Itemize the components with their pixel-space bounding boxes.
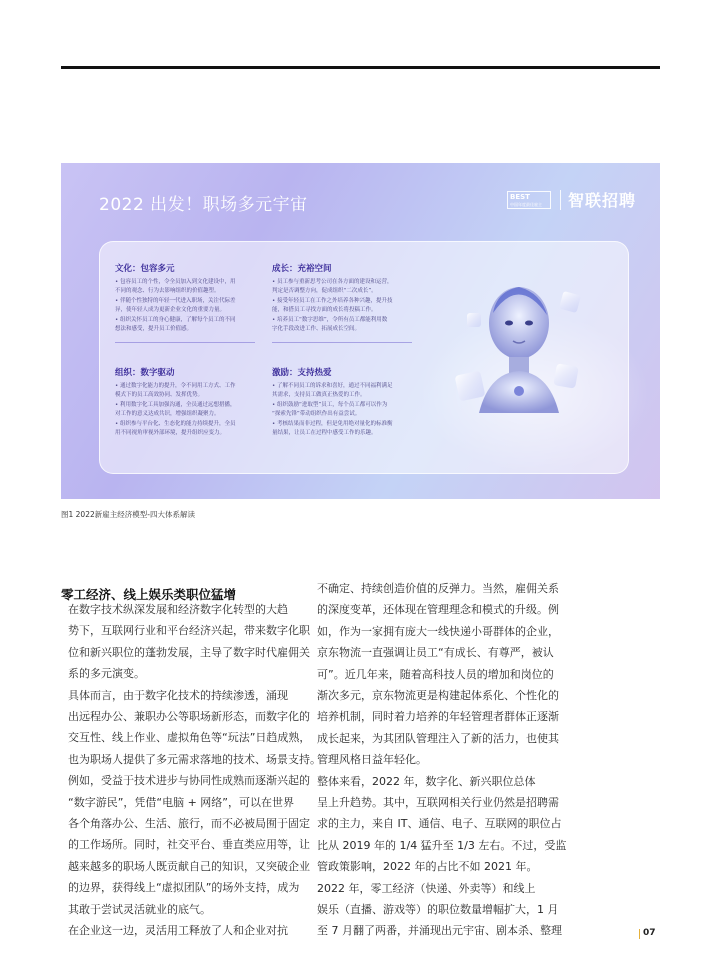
quadrant-culture bbox=[115, 262, 265, 334]
quadrant-line: • 组织鼓励“进取型”员工，每个员工都可以作为 bbox=[272, 401, 388, 408]
quadrant-divider bbox=[272, 342, 412, 343]
top-rule bbox=[61, 66, 660, 69]
body-text-line: 的深度变革，还体现在管理理念和模式的升级。例 bbox=[317, 603, 559, 617]
figure-caption: 图1 2022新雇主经济模型-四大体系解读 bbox=[61, 510, 195, 519]
quadrant-title: 文化：包容多元 bbox=[115, 264, 175, 274]
best-employer-logo bbox=[507, 191, 551, 209]
body-text-line: 也为职场人提供了多元需求落地的技术、场景支持。 bbox=[68, 752, 321, 766]
quadrant-line: • 考核结果而非过程，但是免用绝对量化的标准衡 bbox=[272, 420, 393, 427]
quadrant-line: 异，使年轻人成为更新企业文化的重要力量。 bbox=[115, 307, 226, 314]
body-text-line: 的工作场所。同时，社交平台、垂直类应用等，让 bbox=[68, 838, 310, 852]
quadrant-line: 字化手段改进工作、拓展成长空间。 bbox=[272, 326, 361, 333]
best-logo-subtext: 中国年度最佳雇主 bbox=[510, 202, 542, 207]
quadrant-line: • 伴随个性独特的年轻一代进入职场，关注代际差 bbox=[115, 297, 236, 304]
quadrant-line: • 组织关怀员工的身心健康，了解每个员工的不同 bbox=[115, 316, 236, 323]
quadrant-line: 不同的观念、行为去影响组织的价值趣塑。 bbox=[115, 288, 220, 295]
page-number-bar bbox=[639, 929, 640, 939]
quadrant-line: • 利用数字化工具加强沟通，全员通过远想措播， bbox=[115, 401, 236, 408]
figure-title: 2022 出发！职场多元宇宙 bbox=[99, 195, 308, 215]
body-text-line: 如，作为一家拥有庞大一线快递小哥群体的企业， bbox=[317, 624, 559, 638]
quadrant-line: • 培养员工“数字思维”，令所有员工都能利用数 bbox=[272, 316, 388, 323]
body-text-line: 越来越多的职场人既贡献自己的知识，又突破企业 bbox=[68, 859, 310, 873]
quadrant-line: 判定是否调整方向，促成组织“二次成长”。 bbox=[272, 288, 377, 295]
quadrant-line: 量结果，让员工在过程中感受工作的乐趣。 bbox=[272, 430, 377, 437]
body-text-line: 系的多元演变。 bbox=[68, 667, 145, 681]
body-text-line: 呈上升趋势。其中，互联网相关行业仍然是招聘需 bbox=[317, 796, 559, 809]
body-text-line: 各个角落办公、生活、旅行，而不必被局囿于固定 bbox=[68, 817, 310, 830]
quadrant-line: • 通过数字化能力的提升，令不同用工方式、工作 bbox=[115, 383, 236, 389]
body-text-line: 在企业这一边，灵活用工释放了人和企业对抗 bbox=[68, 924, 288, 937]
quadrant-title: 成长：充裕空间 bbox=[272, 264, 332, 274]
body-text-line: 势下，互联网行业和平台经济兴起，带来数字化职 bbox=[68, 624, 310, 638]
body-text-line: 娱乐（直播、游戏等）的职位数量增幅扩大，1 月 bbox=[317, 903, 559, 916]
body-text-line: 可”。近几年来，随着高科技人员的增加和岗位的 bbox=[317, 667, 554, 681]
quadrant-line: • 包容员工的个性，令全员加入到文化建设中，用 bbox=[115, 279, 236, 285]
body-text-line: 比从 2019 年的 1/4 猛升至 1/3 左右。不过，受监 bbox=[317, 838, 567, 852]
body-text-line: 管理风格日益年轻化。 bbox=[317, 753, 427, 767]
quadrant-title: 激励：支持热爱 bbox=[272, 368, 332, 378]
page-number: 07 bbox=[643, 928, 656, 938]
quadrant-line: • 员工参与重新思考公司在各方面的建设和运营， bbox=[272, 279, 393, 285]
body-text-line: 培养机制，同时着力培养的年轻管理者群体正逐渐 bbox=[317, 710, 559, 724]
quadrant-line: 对工作的意义达成共识，增强组织凝聚力。 bbox=[115, 411, 220, 418]
quadrant-title: 组织：数字驱动 bbox=[115, 368, 175, 378]
quadrant-line: • 接受年轻员工在工作之外培养各种兴趣，提升技 bbox=[272, 297, 393, 304]
quadrant-line: 想法和感受，提升员工价值感。 bbox=[115, 326, 193, 333]
quadrant-divider bbox=[115, 342, 255, 343]
quadrant-growth bbox=[272, 262, 422, 334]
body-text-line: “数字游民”，凭借“电脑 + 网络”，可以在世界 bbox=[68, 795, 295, 809]
quadrant-line: 模式下的员工高效协同、发挥优势。 bbox=[115, 392, 204, 399]
quadrant-line: 用不同视角审视外部环境，提升组织应变力。 bbox=[115, 430, 226, 437]
body-text-line: 在数字技术纵深发展和经济数字化转型的大趋 bbox=[68, 603, 288, 616]
body-text-line: 位和新兴职位的蓬勃发展，主导了数字时代雇佣关 bbox=[68, 645, 310, 659]
body-text-line: 例如，受益于技术进步与协同性成熟而逐渐兴起的 bbox=[68, 774, 310, 788]
quadrant-line: 能，和搭员工寻找方面的成长将投稿工作。 bbox=[272, 307, 377, 314]
quadrant-organization bbox=[115, 366, 265, 438]
body-text-line: 至 7 月翻了两番，并涌现出元宇宙、剧本杀、整理 bbox=[317, 924, 562, 938]
quadrant-line: • 组织参与平台化、生态化的能力持续提升，全员 bbox=[115, 420, 236, 427]
body-text-line: 求的主力，来自 IT、通信、电子、互联网的职位占 bbox=[317, 817, 562, 831]
quadrant-incentive bbox=[272, 366, 422, 438]
body-text-line: 交互性、线上作业、虚拟角色等“玩法”日趋成熟， bbox=[68, 731, 311, 745]
figure-banner bbox=[61, 163, 660, 499]
quadrant-line: • 了解不同员工的诉求和喜好，通过不同福利满足 bbox=[272, 383, 393, 389]
body-text-line: 整体来看，2022 年，数字化、新兴职位总体 bbox=[317, 774, 536, 788]
body-text-line: 渐次多元，京东物流更是构建起体系化、个性化的 bbox=[317, 689, 559, 702]
body-text-line: 具体而言，由于数字化技术的持续渗透，涌现 bbox=[68, 688, 288, 702]
body-text-line: 不确定、持续创造价值的反弹力。当然，雇佣关系 bbox=[317, 582, 559, 595]
article-title: 零工经济、线上娱乐类职位猛增 bbox=[61, 587, 237, 602]
robot-illustration bbox=[449, 273, 589, 428]
body-text-line: 2022 年，零工经济（快递、外卖等）和线上 bbox=[317, 881, 536, 895]
logo-divider bbox=[560, 190, 561, 210]
quadrant-line: “探索先锋”带动组织作出有益尝试。 bbox=[272, 411, 361, 418]
best-logo-text: BEST bbox=[510, 193, 530, 201]
body-text-line: 京东物流一直强调让员工“有成长、有尊严，被认 bbox=[317, 646, 554, 660]
brand-logo: 智联招聘 bbox=[568, 191, 637, 210]
body-text-line: 其敢于尝试灵活就业的底气。 bbox=[68, 902, 211, 916]
body-text-line: 出远程办公、兼职办公等职场新形态，而数字化的 bbox=[68, 710, 310, 723]
body-text-line: 管政策影响，2022 年的占比不如 2021 年。 bbox=[317, 860, 538, 874]
body-text-line: 成长起来，为其团队管理注入了新的活力，也使其 bbox=[317, 731, 559, 745]
body-text-line: 的边界，获得线上“虚拟团队”的场外支持，成为 bbox=[68, 881, 300, 895]
quadrant-line: 其需求，支持员工做真正热爱的工作。 bbox=[272, 392, 366, 399]
